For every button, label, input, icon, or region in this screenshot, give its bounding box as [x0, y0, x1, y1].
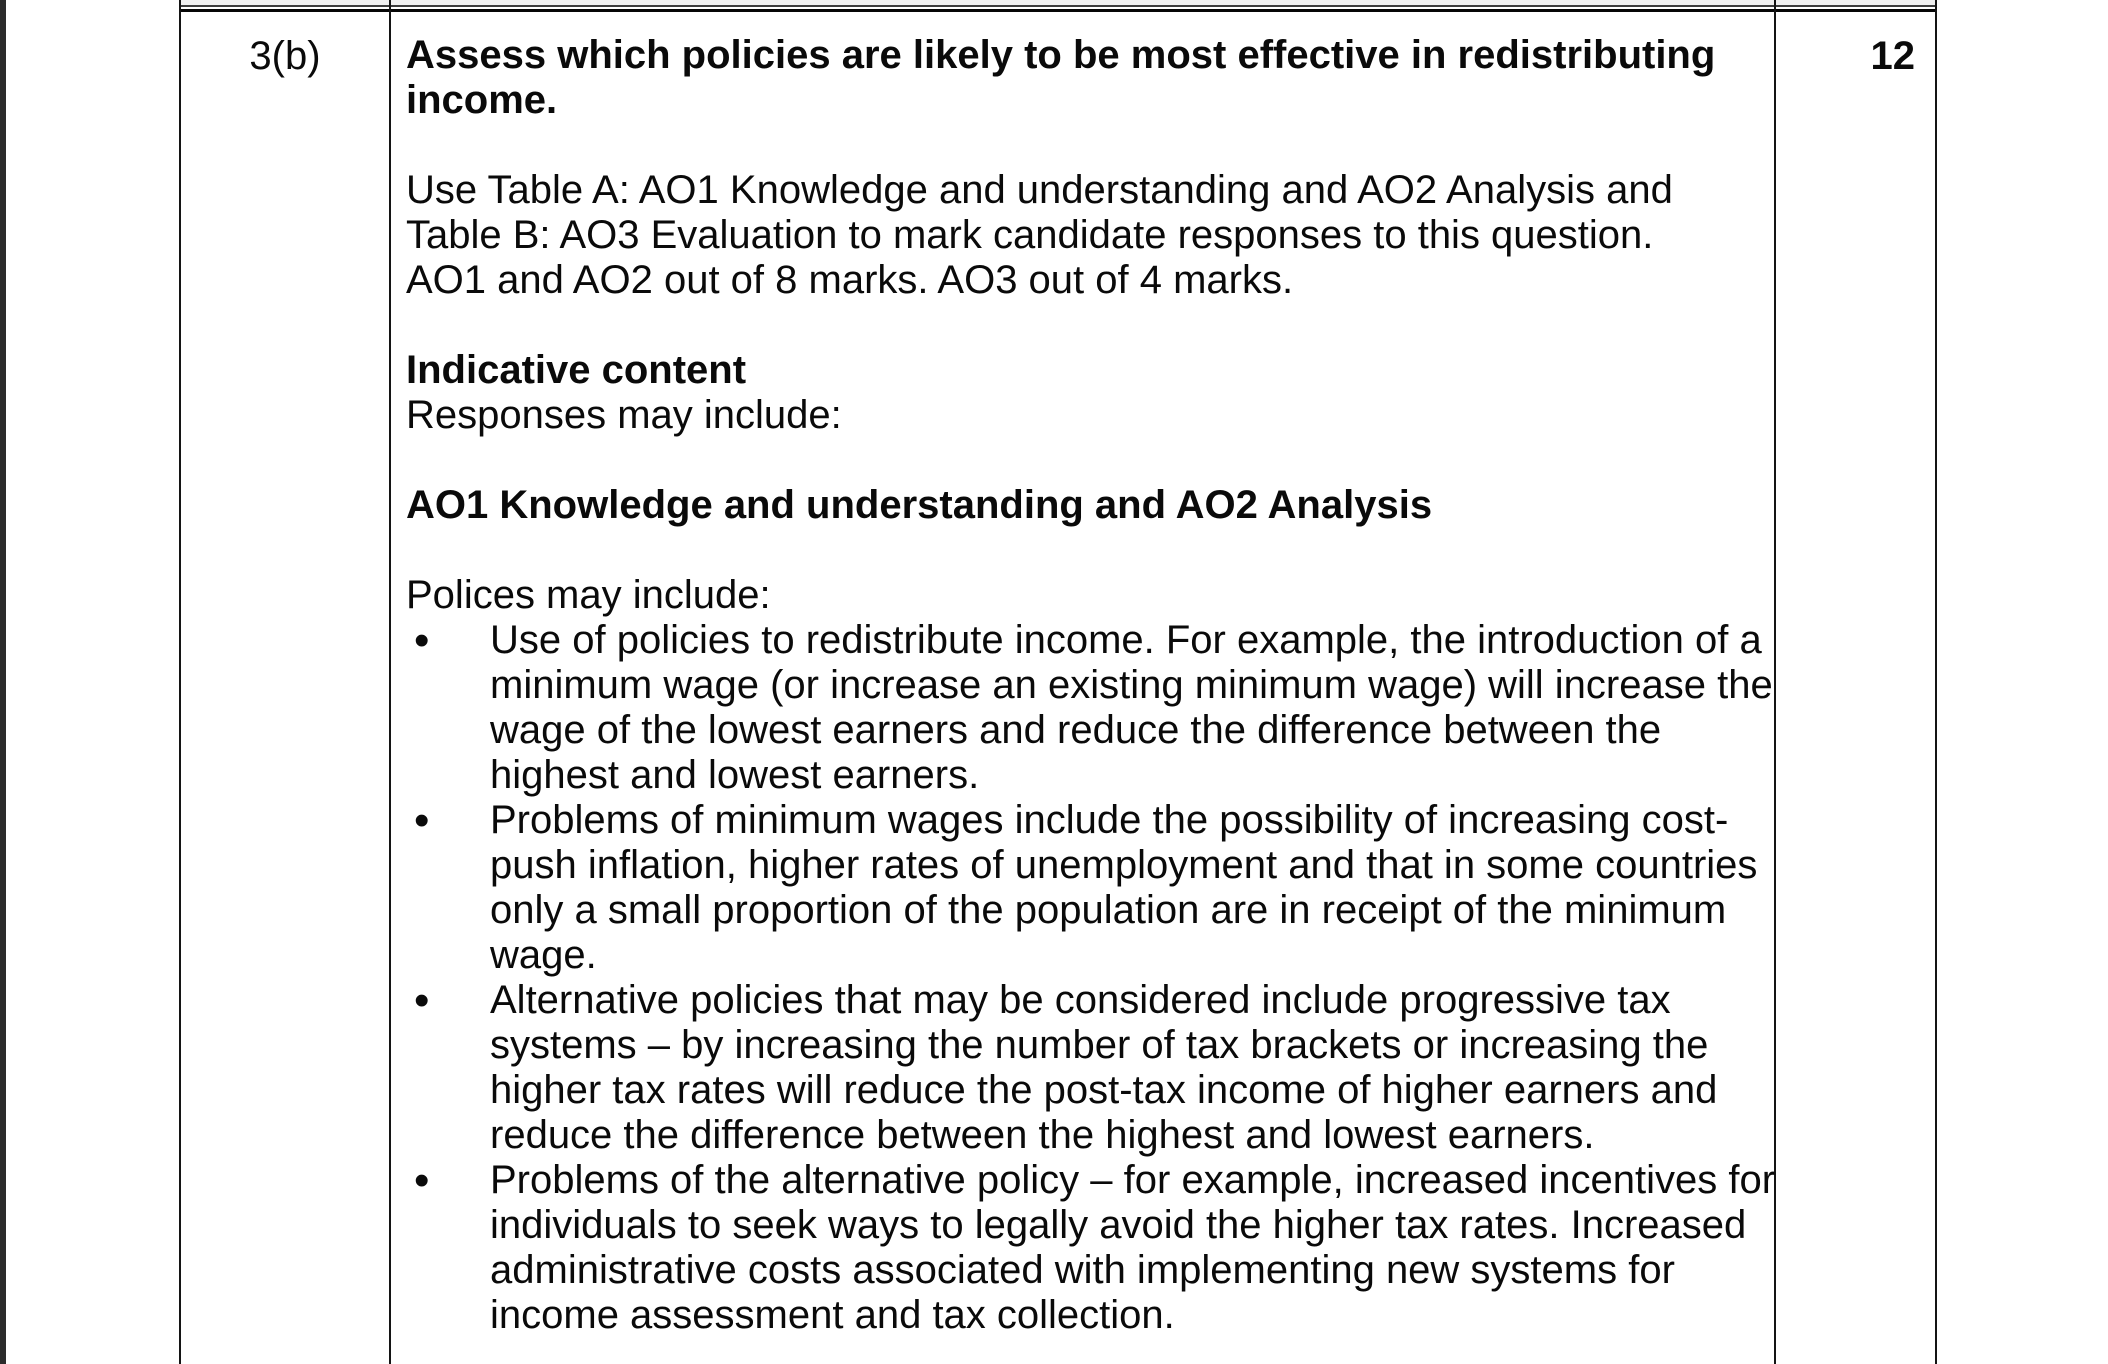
policies-may-include-line: Polices may include:: [406, 573, 771, 617]
question-heading: Assess which policies are likely to be most effective in redistributing income.: [406, 33, 1716, 122]
bullet-marker: •: [414, 616, 430, 665]
bullet-text: Alternative policies that may be considered include progressive tax systems – by increasing the number of tax brackets or increasing the higher tax rates will reduce the post-tax income of higher earners and reduce the difference between the highest and lowest earners.: [490, 978, 1718, 1157]
bullet-marker: •: [414, 976, 430, 1025]
list-item: [406, 798, 1756, 978]
page-edge-shadow: [0, 0, 6, 1364]
list-item: [406, 978, 1756, 1158]
table-border-right: [1935, 0, 1937, 1364]
list-item: [406, 616, 1773, 798]
bullet-text: Problems of the alternative policy – for example, increased incentives for individuals to seek ways to legally avoid the higher tax rates. Increased administrative costs associated with implementing new systems for income assessment and tax collection.: [490, 1158, 1776, 1337]
marking-instructions: Use Table A: AO1 Knowledge and understanding and AO2 Analysis and Table B: AO3 Evaluation to mark candidate responses to this question. AO1 and AO2 out of 8 marks. AO3 out of 4 marks.: [406, 168, 1673, 302]
answer-cell: [391, 12, 1774, 1338]
table-border-left: [179, 0, 181, 1364]
ao1-ao2-heading: AO1 Knowledge and understanding and AO2 Analysis: [406, 483, 1433, 527]
bullet-text: Problems of minimum wages include the possibility of increasing cost- push inflation, higher rates of unemployment and that in some countries only a small proportion of the population are in receipt of the minimum wage.: [490, 798, 1758, 977]
bullet-marker: •: [414, 1156, 430, 1205]
responses-may-include-line: Responses may include:: [406, 393, 842, 437]
previous-row-remnant: [179, 0, 1937, 7]
indicative-content-heading: Indicative content: [406, 348, 747, 392]
marks-cell: 12: [1870, 34, 1915, 78]
question-number-cell: 3(b): [249, 34, 321, 78]
indicative-content-list: [406, 616, 1776, 1338]
bullet-marker: •: [414, 796, 430, 845]
list-item: [406, 1156, 1776, 1338]
bullet-text: Use of policies to redistribute income. For example, the introduction of a minimum wage (or increase an existing minimum wage) will increase the wage of the lowest earners and reduce the difference between the highest and lowest earners.: [490, 618, 1773, 797]
